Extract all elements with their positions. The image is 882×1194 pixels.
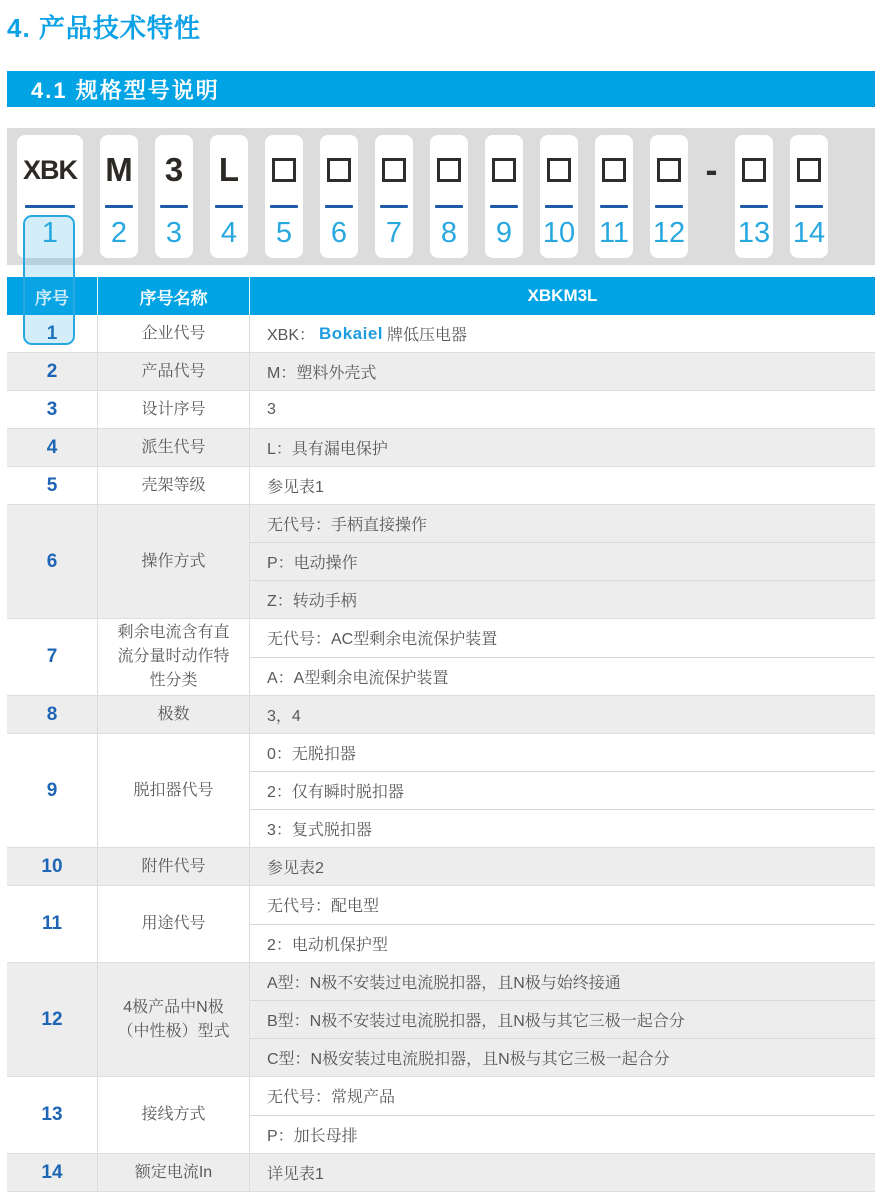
row-name: 派生代号 bbox=[98, 429, 250, 466]
row-value: 参见表1 bbox=[267, 479, 324, 496]
empty-box-icon bbox=[272, 158, 296, 182]
code-char-5 bbox=[265, 135, 303, 205]
code-number-13: 13 bbox=[737, 216, 771, 249]
header-cell-model: XBKM3L bbox=[527, 286, 598, 305]
empty-box-icon bbox=[602, 158, 626, 182]
row-name: 壳架等级 bbox=[98, 467, 250, 504]
row-name: 企业代号 bbox=[98, 315, 250, 352]
table-row-14 bbox=[7, 1154, 875, 1192]
row-name: 用途代号 bbox=[98, 886, 250, 962]
table-row-3 bbox=[7, 391, 875, 429]
code-cell-4 bbox=[210, 135, 248, 258]
code-cell-8 bbox=[430, 135, 468, 258]
empty-box-icon bbox=[797, 158, 821, 182]
code-cell-10 bbox=[540, 135, 578, 258]
code-number-10: 10 bbox=[542, 216, 576, 249]
row-name: 操作方式 bbox=[98, 505, 250, 618]
empty-box-icon bbox=[742, 158, 766, 182]
header-cell-seq: 序号 bbox=[7, 277, 98, 315]
row-value: 2：电动机保护型 bbox=[250, 924, 875, 963]
code-char-1: XBK bbox=[22, 154, 77, 185]
empty-box-icon bbox=[382, 158, 406, 182]
row-value: 3，4 bbox=[267, 708, 301, 725]
code-cell-12 bbox=[650, 135, 688, 258]
value-suffix: 牌低压电器 bbox=[387, 327, 468, 344]
row-value: A：A型剩余电流保护装置 bbox=[250, 657, 875, 696]
row-value: 0：无脱扣器 bbox=[267, 746, 356, 763]
table-row-4 bbox=[7, 429, 875, 467]
row-value: 无代号：常规产品 bbox=[267, 1089, 396, 1107]
row-value: P：加长母排 bbox=[250, 1115, 875, 1154]
row-number: 4 bbox=[7, 429, 98, 466]
row-value: M：塑料外壳式 bbox=[267, 365, 377, 382]
code-char-11 bbox=[595, 135, 633, 205]
row-name: 剩余电流含有直流分量时动作特性分类 bbox=[98, 619, 250, 695]
table-row-2 bbox=[7, 353, 875, 391]
code-cell-13 bbox=[735, 135, 773, 258]
code-number-14: 14 bbox=[792, 216, 826, 249]
row-value: 3 bbox=[267, 400, 276, 418]
code-number-7: 7 bbox=[385, 216, 403, 249]
table-row-10 bbox=[7, 848, 875, 886]
row-number: 10 bbox=[7, 848, 98, 885]
code-char-13 bbox=[735, 135, 773, 205]
row-value: 无代号：手柄直接操作 bbox=[267, 517, 428, 534]
code-number-8: 8 bbox=[440, 216, 458, 249]
code-cell-9 bbox=[485, 135, 523, 258]
code-char-4: L bbox=[218, 151, 240, 188]
row-name: 接线方式 bbox=[98, 1077, 250, 1153]
row-number: 11 bbox=[7, 886, 98, 962]
code-number-2: 2 bbox=[110, 216, 128, 249]
code-number-11: 11 bbox=[598, 216, 630, 249]
table-row-9 bbox=[7, 734, 875, 848]
code-number-5: 5 bbox=[275, 216, 293, 249]
page-title: 4. 产品技术特性 bbox=[7, 13, 201, 43]
section-title: 4.1 规格型号说明 bbox=[31, 77, 220, 103]
table-row-7 bbox=[7, 619, 875, 696]
code-cell-3 bbox=[155, 135, 193, 258]
code-cell-11 bbox=[595, 135, 633, 258]
row-name: 设计序号 bbox=[98, 391, 250, 428]
code-char-3: 3 bbox=[164, 151, 184, 188]
empty-box-icon bbox=[437, 158, 461, 182]
code-char-7 bbox=[375, 135, 413, 205]
row-name: 4极产品中N极（中性极）型式 bbox=[98, 963, 250, 1076]
value-prefix: XBK： bbox=[267, 327, 316, 344]
table-row-5 bbox=[7, 467, 875, 505]
row-value: 无代号：AC型剩余电流保护装置 bbox=[267, 631, 498, 649]
code-cell-6 bbox=[320, 135, 358, 258]
row-number: 12 bbox=[7, 963, 98, 1076]
table-row-8 bbox=[7, 696, 875, 734]
row-value: 3：复式脱扣器 bbox=[250, 809, 875, 847]
row-value: L：具有漏电保护 bbox=[267, 441, 388, 458]
spec-table bbox=[7, 277, 875, 1192]
code-number-1: 1 bbox=[41, 216, 59, 249]
row-number: 9 bbox=[7, 734, 98, 847]
code-cell-7 bbox=[375, 135, 413, 258]
row-value: A型：N极不安装过电流脱扣器，且N极与始终接通 bbox=[267, 975, 621, 992]
row-number: 3 bbox=[7, 391, 98, 428]
row-number: 5 bbox=[7, 467, 98, 504]
table-row-6 bbox=[7, 505, 875, 619]
row-name: 脱扣器代号 bbox=[98, 734, 250, 847]
row-value: 2：仅有瞬时脱扣器 bbox=[250, 771, 875, 809]
table-row-13 bbox=[7, 1077, 875, 1154]
row-number: 14 bbox=[7, 1154, 98, 1191]
row-value: C型：N极安装过电流脱扣器，且N极与其它三极一起合分 bbox=[250, 1038, 875, 1076]
code-char-8 bbox=[430, 135, 468, 205]
row-value: 详见表1 bbox=[267, 1166, 324, 1183]
code-cell-5 bbox=[265, 135, 303, 258]
code-char-12 bbox=[650, 135, 688, 205]
row-name: 附件代号 bbox=[98, 848, 250, 885]
code-cell-2 bbox=[100, 135, 138, 258]
code-number-4: 4 bbox=[220, 216, 238, 249]
model-code-band bbox=[7, 128, 875, 265]
row-number: 13 bbox=[7, 1077, 98, 1153]
row-value: Z：转动手柄 bbox=[250, 580, 875, 618]
code-dash-separator bbox=[705, 135, 718, 258]
model-code-cells bbox=[17, 128, 828, 265]
section-header-bar bbox=[7, 71, 875, 107]
code-char-2: M bbox=[105, 151, 133, 188]
code-number-6: 6 bbox=[330, 216, 348, 249]
row-value: 参见表2 bbox=[267, 860, 324, 877]
row-number: 8 bbox=[7, 696, 98, 733]
row-name: 极数 bbox=[98, 696, 250, 733]
code-char-10 bbox=[540, 135, 578, 205]
code-number-12: 12 bbox=[652, 216, 686, 249]
row-value bbox=[250, 315, 875, 352]
empty-box-icon bbox=[657, 158, 681, 182]
header-cell-name: 序号名称 bbox=[98, 277, 250, 315]
code-char-6 bbox=[320, 135, 358, 205]
row-number: 1 bbox=[7, 315, 98, 352]
table-row-12 bbox=[7, 963, 875, 1077]
row-number: 6 bbox=[7, 505, 98, 618]
brand-name: Bokaiel bbox=[319, 323, 384, 343]
row-value: 无代号：配电型 bbox=[267, 898, 380, 916]
row-name: 产品代号 bbox=[98, 353, 250, 390]
code-char-9 bbox=[485, 135, 523, 205]
empty-box-icon bbox=[327, 158, 351, 182]
row-value: B型：N极不安装过电流脱扣器，且N极与其它三极一起合分 bbox=[250, 1000, 875, 1038]
table-row-11 bbox=[7, 886, 875, 963]
code-cell-14 bbox=[790, 135, 828, 258]
position-1-highlight bbox=[23, 215, 75, 345]
empty-box-icon bbox=[547, 158, 571, 182]
code-number-3: 3 bbox=[165, 216, 183, 249]
row-value: P：电动操作 bbox=[250, 542, 875, 580]
code-number-9: 9 bbox=[495, 216, 513, 249]
empty-box-icon bbox=[492, 158, 516, 182]
row-number: 2 bbox=[7, 353, 98, 390]
table-header-row bbox=[7, 277, 875, 315]
row-number: 7 bbox=[7, 619, 98, 695]
dash-icon: - bbox=[705, 149, 718, 190]
table-row-1 bbox=[7, 315, 875, 353]
code-char-14 bbox=[790, 135, 828, 205]
row-name: 额定电流In bbox=[98, 1154, 250, 1191]
